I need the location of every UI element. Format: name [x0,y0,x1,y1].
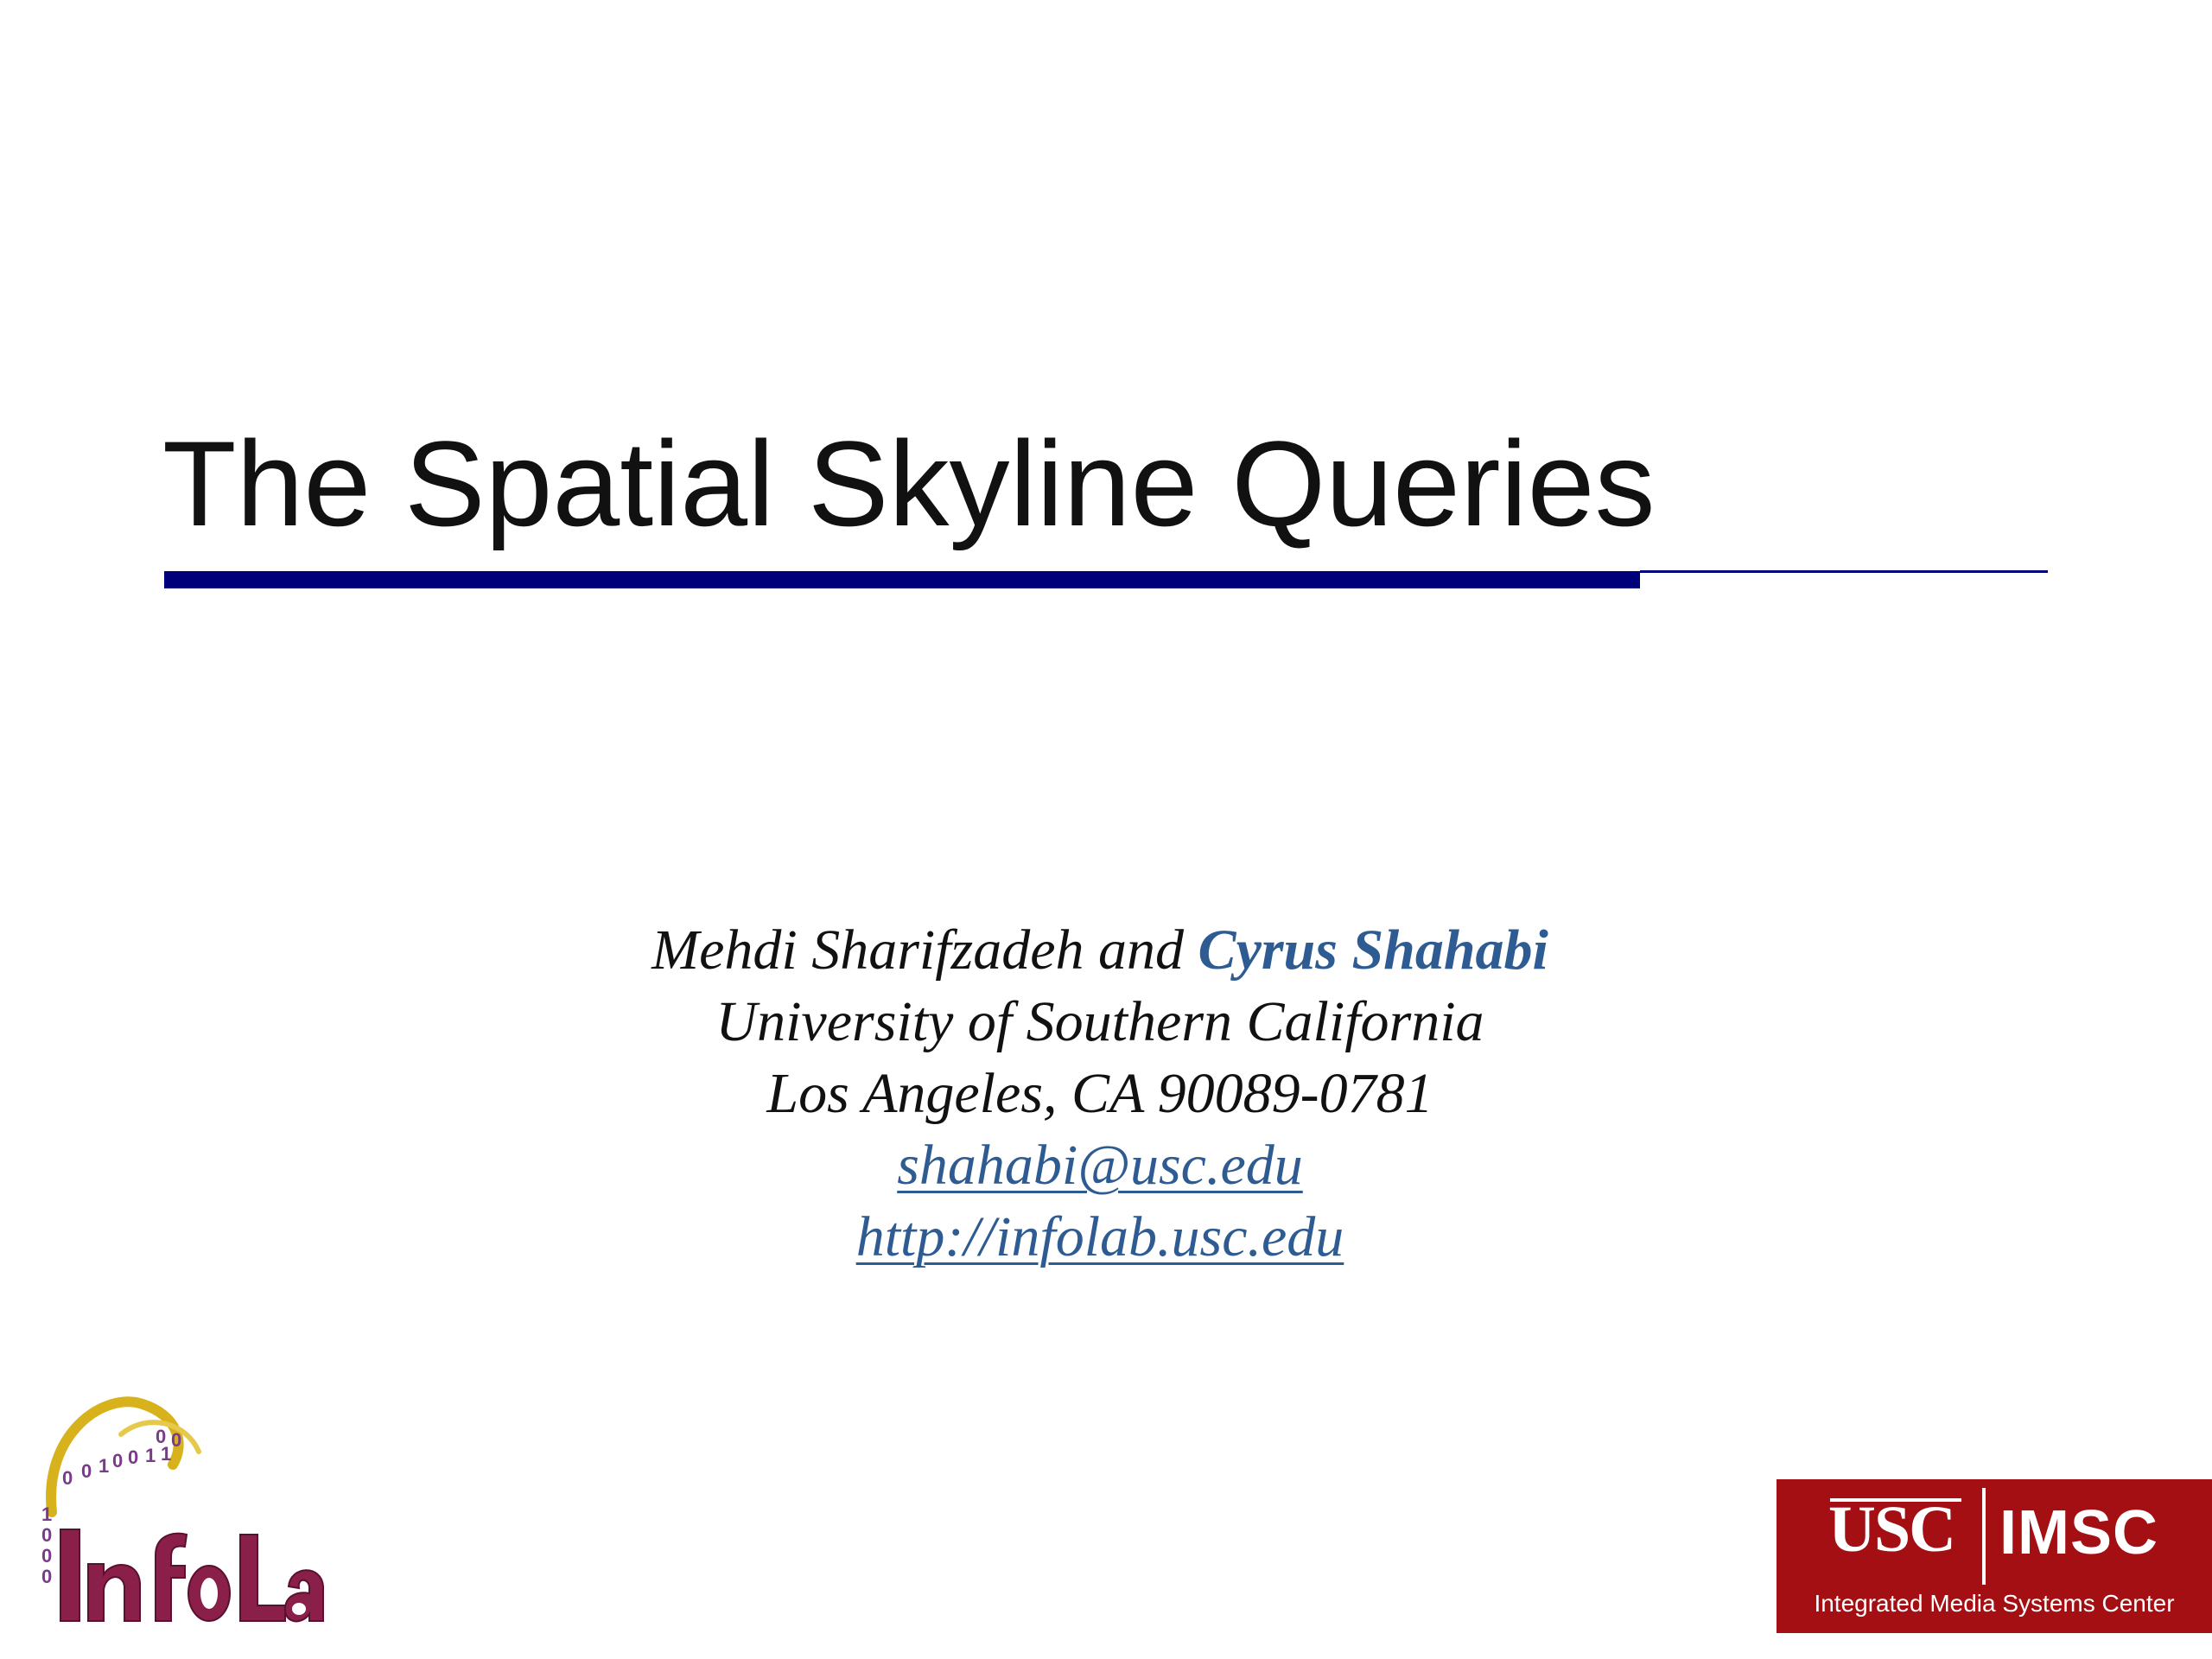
title-underline-thin [1640,570,2048,573]
website-link[interactable]: http://infolab.usc.edu [855,1205,1344,1268]
usc-wordmark: USC [1828,1493,1955,1566]
second-author: Cyrus Shahabi [1198,918,1548,982]
slide-title: The Spatial Skyline Queries [162,416,1656,551]
svg-text:1: 1 [145,1445,156,1466]
svg-text:0: 0 [81,1460,92,1482]
imsc-wordmark: IMSC [1999,1498,2158,1567]
infolab-logo [26,1382,337,1633]
authors-line [0,914,2200,986]
svg-text:0: 0 [41,1566,53,1587]
svg-text:0: 0 [41,1524,53,1546]
svg-text:0: 0 [128,1446,139,1468]
svg-text:1: 1 [99,1455,110,1477]
svg-text:0: 0 [156,1426,167,1447]
logo-divider [1982,1488,1986,1585]
svg-text:0: 0 [112,1450,124,1471]
affiliation: University of Southern California [715,990,1484,1053]
svg-text:0: 0 [41,1545,53,1567]
title-underline-thick [164,571,1640,588]
first-author: Mehdi Sharifzadeh [652,918,1084,982]
author-block [0,914,2200,1273]
email-link[interactable]: shahabi@usc.edu [897,1134,1303,1197]
svg-text:1: 1 [161,1443,172,1465]
svg-text:0: 0 [171,1429,182,1451]
usc-imsc-logo [1777,1479,2212,1633]
svg-text:1: 1 [41,1503,53,1525]
address: Los Angeles, CA 90089-0781 [766,1062,1433,1125]
authors-connector: and [1084,918,1198,982]
svg-text:0: 0 [62,1467,73,1489]
imsc-full-name: Integrated Media Systems Center [1814,1590,2175,1617]
